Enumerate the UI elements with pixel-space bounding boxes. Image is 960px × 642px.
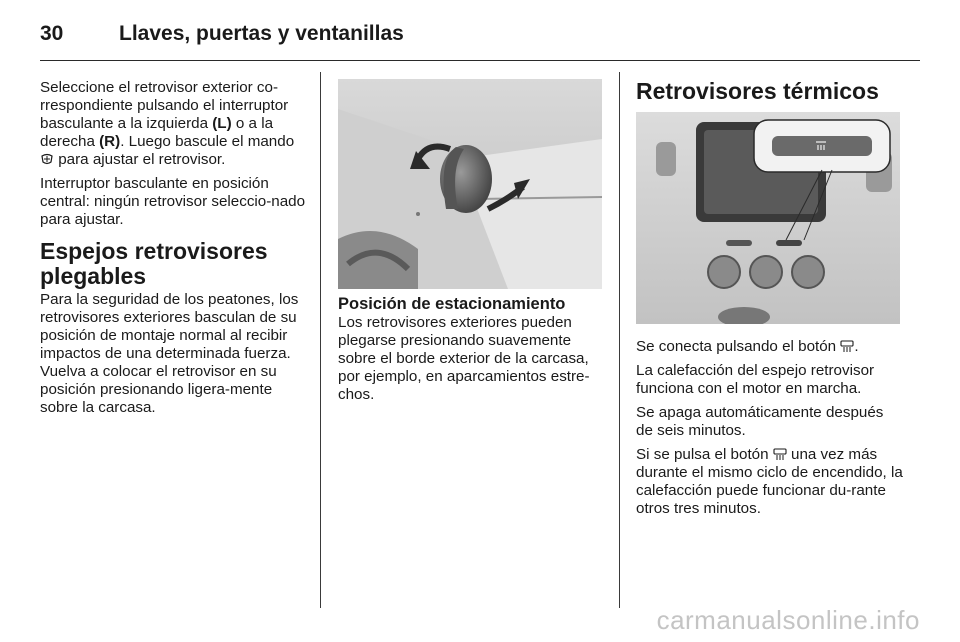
heated-mirror-icon bbox=[773, 447, 787, 461]
text: una vez más durante el mismo ciclo de encendido, la calefacción puede funcionar du-rante otros tres minutos. bbox=[636, 446, 903, 517]
text: Seleccione el retrovisor exterior co-rrespondiente pulsando el interruptor basculante a la izquierda bbox=[40, 79, 289, 132]
column-1 bbox=[40, 79, 308, 423]
watermark: carmanualsonline.info bbox=[656, 605, 920, 635]
column-2 bbox=[338, 79, 604, 410]
paragraph: Para la seguridad de los peatones, los retrovisores exteriores basculan de su posición de montaje normal al recibir impactos de una determinada fuerza. Vuelva a colocar el retrovisor en su posición presionando ligera-mente sobre la carcasa. bbox=[40, 291, 299, 416]
text: . Luego bascule el mando bbox=[120, 133, 295, 150]
paragraph: Interruptor basculante en posición central: ningún retrovisor seleccio-nado para ajustar. bbox=[40, 175, 306, 228]
page-header bbox=[40, 14, 920, 60]
text: . bbox=[854, 338, 859, 355]
mirror-adjust-icon bbox=[40, 152, 54, 166]
label-right: (R) bbox=[99, 133, 121, 150]
paragraph: Los retrovisores exteriores pueden plegarse presionando suavemente sobre el borde exterior de la carcasa, por ejemplo, en aparcamientos estre-chos. bbox=[338, 314, 590, 403]
column-3 bbox=[636, 79, 904, 524]
paragraph bbox=[40, 79, 308, 169]
section-heading: Retrovisores térmicos bbox=[636, 78, 879, 104]
column-divider bbox=[320, 72, 321, 608]
text: o a la derecha bbox=[40, 115, 274, 150]
paragraph: Se apaga automáticamente después de seis minutos. bbox=[636, 404, 884, 439]
text: para ajustar el retrovisor. bbox=[54, 151, 226, 168]
section-heading: Posición de estacionamiento bbox=[338, 295, 566, 313]
page-number: 30 bbox=[40, 22, 64, 45]
chapter-title: Llaves, puertas y ventanillas bbox=[119, 22, 404, 45]
heated-mirror-icon bbox=[840, 339, 854, 353]
column-divider bbox=[619, 72, 620, 608]
text: Se conecta pulsando el botón bbox=[636, 338, 841, 355]
paragraph bbox=[636, 338, 904, 356]
dashboard-heated-mirror-illustration bbox=[636, 112, 900, 324]
folded-mirror-illustration bbox=[338, 79, 602, 289]
header-rule bbox=[40, 60, 920, 61]
paragraph bbox=[636, 446, 904, 518]
label-left: (L) bbox=[212, 115, 232, 132]
text: Si se pulsa el botón bbox=[636, 446, 773, 463]
paragraph: La calefacción del espejo retrovisor funciona con el motor en marcha. bbox=[636, 362, 875, 397]
section-heading: Espejos retrovisores plegables bbox=[40, 238, 268, 289]
